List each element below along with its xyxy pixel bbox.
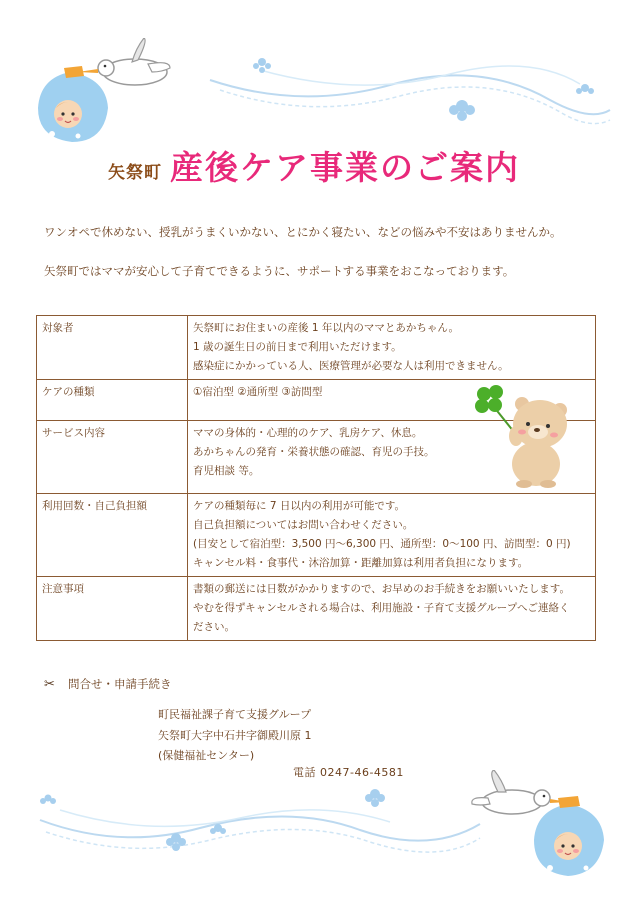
row-line: やむを得ずキャンセルされる場合は、利用施設・子育て支援グループへご連絡く	[193, 602, 570, 614]
table-row-usage-cost	[37, 494, 596, 577]
row-line: 矢祭町にお住まいの産後 1 年以内のママとあかちゃん。	[193, 322, 459, 334]
row-content	[188, 494, 596, 577]
row-line: 書類の郵送には日数がかかりますので、お早めのお手続きをお願いいたします。	[193, 583, 570, 595]
contact-heading-label: 問合せ・申請手続き	[68, 677, 172, 691]
row-line: ださい。	[193, 621, 235, 633]
contact-facility: (保健福祉センター)	[158, 749, 255, 762]
intro-line-2: 矢祭町ではママが安心して子育てできるように、サポートする事業をおこなっております。	[44, 264, 515, 278]
row-line: ケアの種類毎に 7 日以内の利用が可能です。	[193, 500, 406, 512]
row-line: あかちゃんの発育・栄養状態の確認、育児の手技。	[193, 446, 435, 458]
contact-address: 矢祭町大字中石井字御殿川原 1	[158, 729, 312, 742]
row-content	[188, 316, 596, 380]
title-block	[108, 140, 548, 190]
contact-dept: 町民福祉課子育て支援グループ	[158, 708, 312, 721]
row-line: 自己負担額についてはお問い合わせください。	[193, 519, 414, 531]
row-content	[188, 577, 596, 641]
stork-baby-illustration-bottom	[468, 770, 618, 882]
stork-baby-illustration-top	[30, 38, 180, 150]
table-row-target	[37, 316, 596, 380]
row-line: ①宿泊型 ②通所型 ③訪問型	[193, 386, 323, 398]
row-line: 育児相談 等。	[193, 465, 260, 477]
row-line: 1 歳の誕生日の前日まで利用いただけます。	[193, 341, 402, 353]
scissors-icon: ✂	[44, 677, 55, 692]
page-title: 産後ケア事業のご案内	[170, 148, 520, 187]
row-header: 注意事項	[37, 577, 188, 641]
row-header: ケアの種類	[37, 380, 188, 421]
title-town: 矢祭町	[108, 163, 162, 183]
row-line: (目安として宿泊型：3,500 円～6,300 円、通所型：0～100 円、訪問型：0 円)	[193, 538, 571, 550]
intro-line-1: ワンオペで休めない、授乳がうまくいかない、とにかく寝たい、などの悩みや不安はありませんか。	[44, 225, 562, 239]
table-row-notes	[37, 577, 596, 641]
row-line: ママの身体的・心理的のケア、乳房ケア、休息。	[193, 427, 423, 439]
row-line: 感染症にかかっている人、医療管理が必要な人は利用できません。	[193, 360, 509, 372]
contact-heading	[44, 676, 172, 692]
row-line: キャンセル料・食事代・沐浴加算・距離加算は利用者負担になります。	[193, 557, 529, 569]
row-header: サービス内容	[37, 421, 188, 494]
row-header: 利用回数・自己負担額	[37, 494, 188, 577]
row-header: 対象者	[37, 316, 188, 380]
wavy-ribbon-top	[200, 40, 620, 150]
contact-phone: 電話 0247-46-4581	[293, 766, 404, 779]
bear-clover-illustration	[470, 380, 580, 490]
wavy-ribbon-bottom	[30, 780, 490, 870]
